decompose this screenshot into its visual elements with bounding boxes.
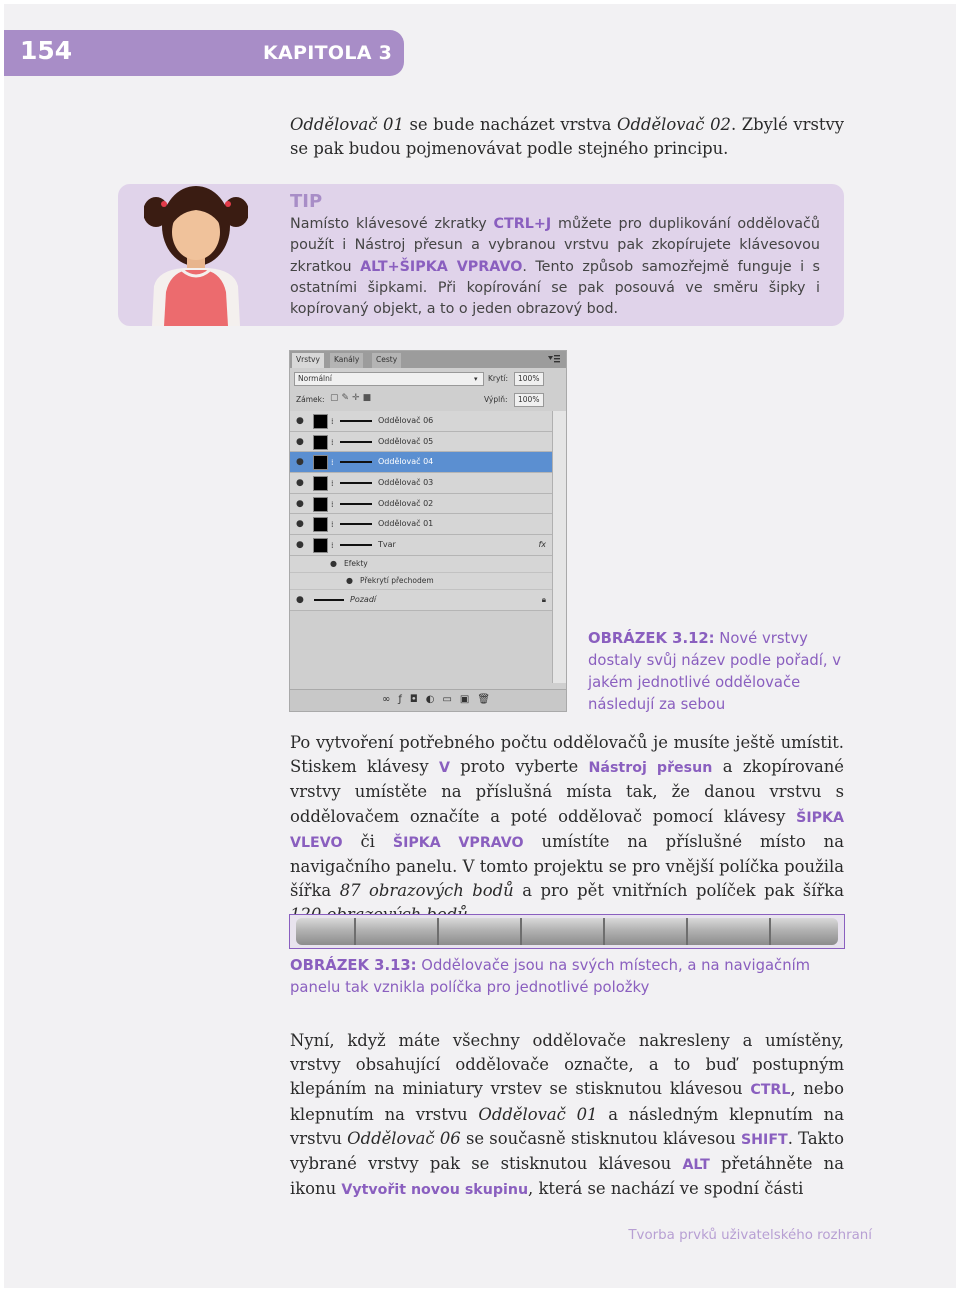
separator [769, 918, 771, 945]
text-run: můžete pro duplikování oddělovačů použít i Nástroj přesun a vybranou vrstvu pak zkopírujete klávesovou zkratkou [290, 216, 820, 275]
text-run: či [342, 831, 393, 851]
opacity-label: Krytí: [488, 374, 508, 383]
blend-mode-select[interactable]: Normální [294, 372, 484, 386]
layer-mask-thumbnail [340, 482, 372, 484]
lock-label: Zámek: [296, 395, 325, 404]
panel-footer [290, 689, 566, 711]
layer-name: Oddělovač 02 [378, 498, 434, 508]
italic-text: Oddělovač 01 [478, 1104, 598, 1124]
visibility-eye-icon[interactable]: ● [296, 498, 304, 509]
layer-name: Tvar [378, 540, 396, 550]
separator [686, 918, 688, 945]
keyword-highlight: SHIFT [740, 1131, 788, 1148]
layer-row-selected[interactable] [290, 452, 552, 473]
fill-label: Výplň: [484, 395, 508, 404]
panel-menu-icon[interactable] [548, 355, 560, 363]
layer-mask-thumbnail [340, 461, 372, 463]
lock-options-icon[interactable]: ▢✎✛■ [330, 393, 375, 403]
layer-row[interactable] [290, 473, 552, 494]
italic-text: Oddělovač 02 [617, 115, 731, 134]
layer-name: Oddělovač 05 [378, 436, 434, 446]
layer-list [290, 411, 552, 611]
layer-mask-thumbnail [340, 544, 372, 546]
tab-paths[interactable]: Cesty [372, 353, 401, 368]
figure-caption-3-13: OBRÁZEK 3.13: Oddělovače jsou na svých místech, a na navigačním panelu tak vznikla políčka pro jednotlivé položky [290, 957, 811, 996]
effect-item-label: Překrytí přechodem [360, 575, 434, 585]
text-run: a následným klepnutím na vrstvu [290, 1104, 845, 1148]
running-footer: Tvorba prvků uživatelského rozhraní [628, 1228, 872, 1243]
effects-row[interactable] [290, 556, 552, 573]
panel-footer-icons[interactable]: ∞ƒ◘◐▭▣🗑︎ [382, 694, 499, 705]
layer-effects-fx-icon[interactable]: fx [538, 540, 546, 550]
text-run: se bude nacházet vrstva [403, 115, 618, 134]
text-run: se současně stisknutou klávesou [460, 1128, 741, 1148]
layer-thumbnail [313, 414, 328, 429]
layer-name: Oddělovač 01 [378, 519, 434, 529]
keyword-highlight: ALT [682, 1157, 710, 1174]
panel-tab-strip [290, 351, 566, 368]
keyword-highlight: ŠIPKA VPRAVO [392, 834, 524, 851]
link-chain-icon: ⁞ [331, 541, 334, 551]
italic-text: Oddělovač 01 [290, 115, 404, 134]
layer-name: Oddělovač 06 [378, 416, 434, 425]
keyword-highlight: ALT+ŠIPKA VPRAVO [360, 258, 523, 275]
text-run: . Tento způsob samozřejmě funguje i s ostatními šipkami. Při kopírování se pak posouvá ve směru šipky i kopírovaný objekt, a to o jeden obrazový bod. [290, 258, 820, 318]
layer-row[interactable] [290, 411, 552, 432]
layer-name: Pozadí [350, 594, 377, 604]
link-chain-icon: ⁞ [331, 458, 334, 468]
layer-thumbnail [313, 517, 328, 532]
tab-channels[interactable]: Kanály [330, 353, 363, 368]
separator [520, 918, 522, 945]
text-run: Namísto klávesové zkratky [290, 216, 494, 232]
layer-name: Oddělovač 03 [378, 478, 434, 488]
blend-dropdown-icon: ▾ [474, 375, 478, 383]
layer-thumbnail [313, 435, 328, 450]
layer-row[interactable] [290, 432, 552, 453]
layer-name: Oddělovač 04 [378, 457, 434, 467]
keyword-highlight: CTRL [750, 1082, 791, 1099]
layer-mask-thumbnail [340, 441, 372, 443]
italic-text: 87 obrazových bodů [339, 881, 514, 901]
tip-text [290, 214, 820, 320]
visibility-eye-icon[interactable]: ● [296, 478, 304, 489]
layer-thumbnail [313, 476, 328, 491]
girl-avatar-icon [144, 182, 248, 326]
body-paragraph-2 [290, 1029, 844, 1202]
link-chain-icon: ⁞ [331, 437, 334, 447]
link-chain-icon: ⁞ [331, 520, 334, 530]
link-chain-icon: ⁞ [331, 479, 334, 489]
chapter-title: KAPITOLA 3 [263, 42, 393, 64]
visibility-eye-icon[interactable]: ● [296, 416, 304, 426]
effect-item-row[interactable] [290, 573, 552, 590]
tip-title: TIP [290, 191, 323, 212]
navigation-bar [296, 918, 838, 945]
visibility-eye-icon[interactable]: ● [330, 558, 337, 568]
text-run: , která se nachází ve spodní části [528, 1179, 804, 1199]
lock-icon: 🔒︎ [541, 594, 546, 604]
separator [437, 918, 439, 945]
intro-paragraph [290, 113, 844, 161]
link-chain-icon: ⁞ [331, 417, 334, 426]
keyword-highlight: V [438, 760, 450, 777]
keyword-highlight: Vytvořit novou skupinu [341, 1182, 529, 1199]
visibility-eye-icon[interactable]: ● [296, 540, 304, 551]
panel-scrollbar[interactable] [552, 411, 566, 683]
visibility-eye-icon[interactable]: ● [296, 457, 304, 468]
layer-row[interactable] [290, 494, 552, 515]
layer-mask-thumbnail [340, 523, 372, 525]
text-run: , nebo klepnutím na vrstvu [290, 1079, 844, 1124]
keyword-highlight: CTRL+J [493, 216, 552, 232]
layer-thumbnail [313, 538, 328, 553]
tab-layers[interactable]: Vrstvy [292, 353, 324, 368]
text-run: Nyní, když máte všechny oddělovače nakresleny a umístěny, vrstvy obsahující oddělovače označte, a to buď postupným klepáním na miniatury vrstev se stisknutou klávesou [290, 1031, 844, 1099]
text-run: . Takto vybrané vrstvy pak se stisknutou klávesou [290, 1128, 844, 1174]
layers-panel-figure [289, 350, 567, 712]
italic-text: Oddělovač 06 [347, 1128, 461, 1148]
effects-label: Efekty [344, 558, 368, 568]
layer-thumbnail [313, 497, 328, 512]
separator [603, 918, 605, 945]
text-run: umístíte na příslušné místo na navigačního panelu. V tomto projektu se pro vnější políčka použila šířka [290, 831, 845, 901]
fill-field[interactable]: 100% [514, 393, 544, 407]
layer-thumbnail [313, 455, 328, 470]
visibility-eye-icon[interactable]: ● [296, 436, 304, 447]
link-chain-icon: ⁞ [331, 499, 334, 509]
layer-mask-thumbnail [340, 420, 372, 422]
layer-row-shape[interactable] [290, 535, 552, 556]
layer-mask-thumbnail [340, 503, 372, 505]
text-run: přetáhněte na ikonu [290, 1154, 845, 1199]
figure-caption-3-12: OBRÁZEK 3.12: Nové vrstvy dostaly svůj název podle pořadí, v jakém jednotlivé oddělovače následují za sebou [588, 630, 842, 713]
visibility-eye-icon[interactable]: ● [296, 594, 304, 605]
background-thumbnail [314, 599, 344, 601]
keyword-highlight: Nástroj přesun [588, 760, 713, 777]
opacity-field[interactable]: 100% [514, 372, 544, 386]
layer-row[interactable] [290, 514, 552, 535]
page-number: 154 [20, 36, 73, 65]
body-paragraph-1 [290, 731, 844, 928]
separator [354, 918, 356, 945]
visibility-eye-icon[interactable]: ● [346, 575, 353, 585]
layer-row-background[interactable] [290, 590, 552, 611]
text-run: proto vyberte [449, 757, 589, 777]
visibility-eye-icon[interactable]: ● [296, 519, 304, 530]
text-run: a zkopírované vrstvy umístěte na příslušná místa tak, že danou vrstvu s oddělovačem označíte a poté oddělovač pomocí klávesy [290, 757, 844, 826]
text-run: a pro pět vnitřních políček pak šířka [513, 881, 845, 901]
text-run: Po vytvoření potřebného počtu oddělovačů je musíte ještě umístit. Stiskem klávesy [290, 733, 844, 777]
keyword-highlight: ŠIPKA VLEVO [290, 809, 844, 851]
text-run: . Zbylé vrstvy se pak budou pojmenovávat podle stejného principu. [290, 115, 845, 159]
